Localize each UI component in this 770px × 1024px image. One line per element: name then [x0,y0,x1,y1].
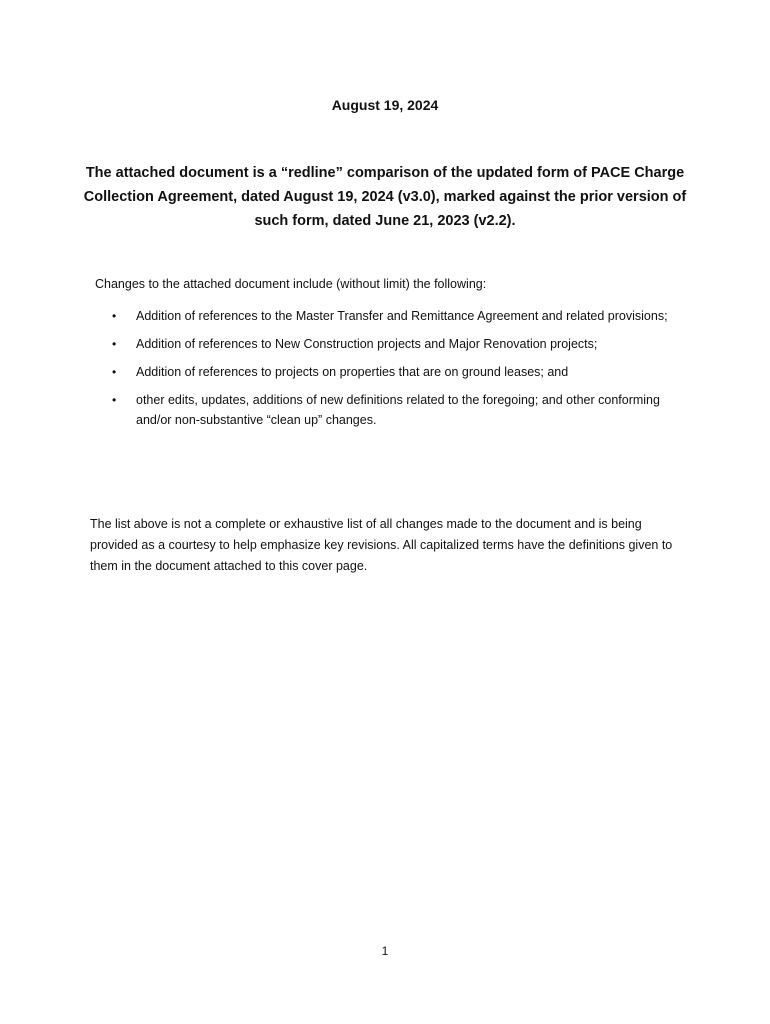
list-item [95,390,675,430]
list-item-text: Addition of references to the Master Transfer and Remittance Agreement and related provisions; [136,309,668,323]
bullet-icon: • [112,309,117,323]
document-title: The attached document is a “redline” comparison of the updated form of PACE Charge Collection Agreement, dated August 19, 2024 (v3.0), marked against the prior version of such form, dated June 21, 2023 (v2.2). [83,165,687,229]
list-item [95,306,675,326]
bullet-icon: • [112,393,117,407]
list-item-text: Addition of references to projects on properties that are on ground leases; and [136,365,569,379]
bullet-icon: • [112,337,117,351]
list-item [95,334,675,354]
document-date: August 19, 2024 [331,97,439,113]
changes-list [95,306,675,438]
list-item [95,362,675,382]
changes-intro: Changes to the attached document include (without limit) the following: [95,277,487,291]
page-number: 1 [381,944,389,958]
bullet-icon: • [112,365,117,379]
disclaimer-paragraph: The list above is not a complete or exhaustive list of all changes made to the document and is being provided as a courtesy to help emphasize key revisions. All capitalized terms have the definitions given to them in the document attached to this cover page. [90,517,673,573]
list-item-text: other edits, updates, additions of new definitions related to the foregoing; and other conforming and/or non-substantive “clean up” changes. [136,393,660,427]
list-item-text: Addition of references to New Construction projects and Major Renovation projects; [136,337,598,351]
